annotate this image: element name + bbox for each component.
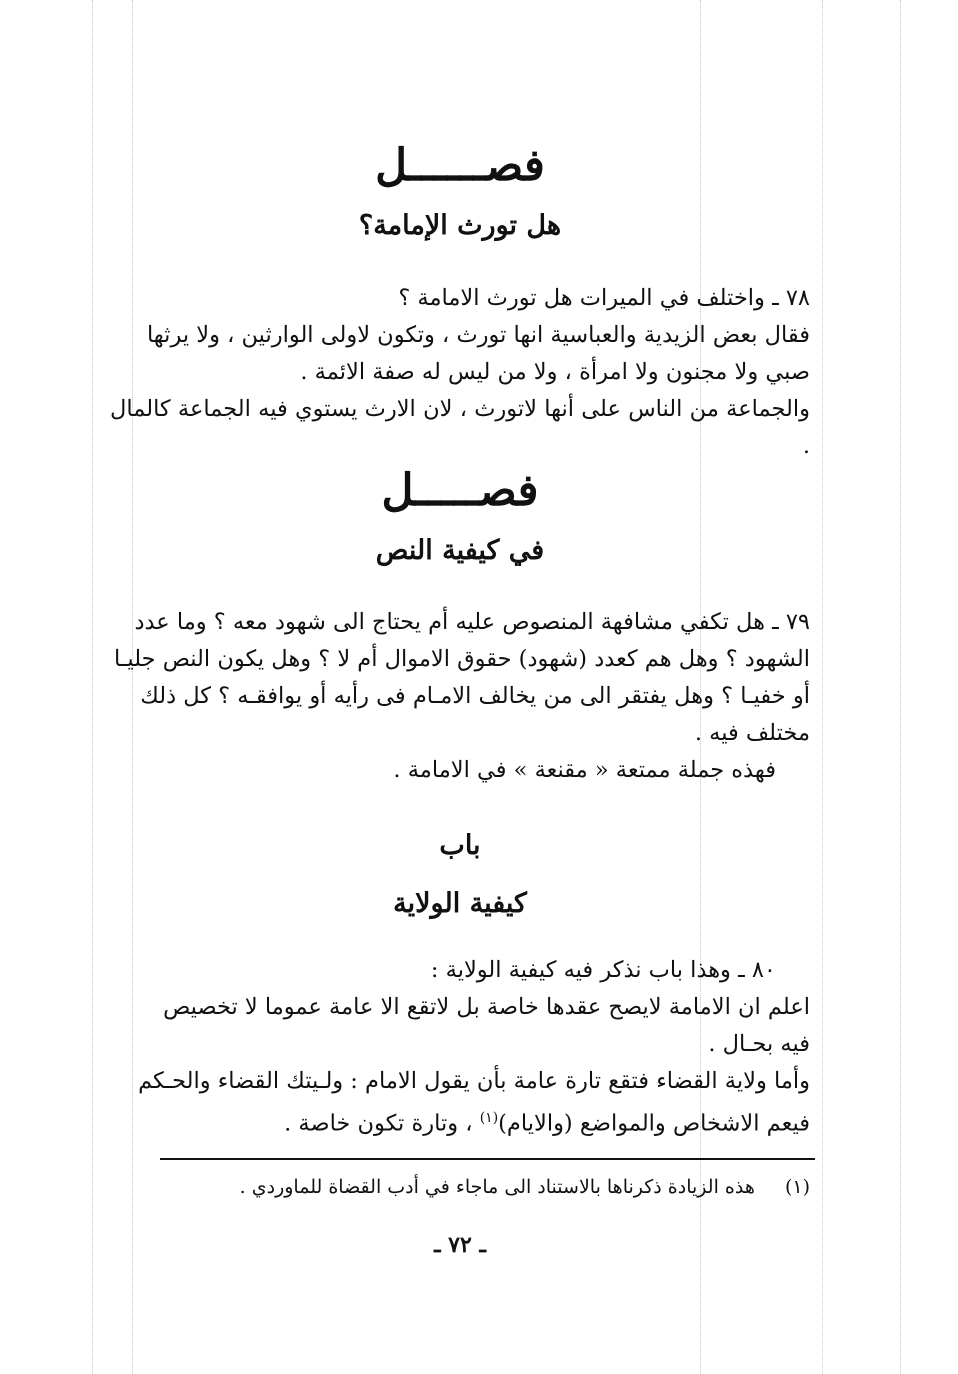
section-heading-fasl-1: فصــــــل	[375, 140, 545, 191]
footnote-divider	[160, 1158, 815, 1160]
paragraph-78-line-2: فقال بعض الزيدية والعباسية انها تورث ، وتكون لاولى الوارثين ، ولا يرثها	[146, 322, 810, 348]
paragraph-78-line-1: ٧٨ ـ واختلف في الميرات هل تورث الامامة ؟	[398, 285, 810, 311]
paragraph-79-line-1: ٧٩ ـ هل تكفي مشافهة المنصوص عليه أم يحتاج الى شهود معه ؟ وما عدد	[134, 609, 810, 635]
subheading-wilaya: كيفية الولاية	[393, 888, 527, 919]
paragraph-80	[110, 952, 810, 1143]
chapter-heading-bab: باب	[439, 830, 481, 861]
paragraph-79-line-5: فهذه جملة ممتعة « مقنعة » في الامامة .	[393, 757, 776, 783]
subheading-inheritance: هل تورث الإمامة؟	[358, 210, 562, 241]
paragraph-78-line-3: صبي ولا مجنون ولا امرأة ، ولا من ليس له صفة الائمة .	[300, 359, 810, 385]
paragraph-79	[110, 604, 810, 789]
scan-guide-line	[900, 0, 901, 1374]
paragraph-78	[110, 280, 810, 465]
subheading-designation: في كيفية النص	[375, 535, 545, 566]
paragraph-80-line-5-text-a: فيعم الاشخاص والمواضع (والايام)	[498, 1110, 810, 1137]
page-number: ـ ٧٢ ـ	[434, 1232, 486, 1258]
scan-guide-line	[822, 0, 823, 1374]
paragraph-78-line-4: والجماعة من الناس على أنها لاتورث ، لان الارث يستوي فيه الجماعة كالمال .	[110, 396, 810, 459]
paragraph-80-line-5-text-b: ، وتارة تكون خاصة .	[284, 1110, 480, 1137]
footnote-marker: (١)	[784, 1176, 810, 1198]
scan-guide-line	[92, 0, 93, 1374]
section-heading-fasl-2: فصـــــل	[381, 465, 539, 516]
paragraph-80-line-4: وأما ولاية القضاء فتقع تارة عامة بأن يقول الامام : ولـيتك القضاء والحـكم	[138, 1068, 810, 1094]
paragraph-79-line-4: مختلف فيه .	[694, 720, 810, 746]
footnote-text: هذه الزيادة ذكرناها بالاستناد الى ماجاء في أدب القضاة للماوردي .	[239, 1176, 755, 1198]
paragraph-80-line-1: ٨٠ ـ وهذا باب نذكر فيه كيفية الولاية :	[430, 957, 776, 983]
paragraph-80-line-3: فيه بحـال .	[708, 1031, 810, 1057]
paragraph-79-line-3: أو خفيـا ؟ وهل يفتقر الى من يخالف الامـام فى رأيه أو يوافقـه ؟ كل ذلك	[140, 683, 810, 709]
paragraph-79-line-2: الشهود ؟ وهل هم كعدد (شهود) حقوق الاموال أم لا ؟ وهل يكون النص جليـا	[113, 646, 810, 672]
paragraph-80-line-5	[110, 1100, 810, 1143]
footnote-reference: (١)	[479, 1110, 499, 1126]
footnote	[110, 1176, 810, 1198]
paragraph-80-line-2: اعلم ان الامامة لايصح عقدها خاصة بل لاتقع الا عامة عموما لا تخصيص	[163, 994, 810, 1020]
